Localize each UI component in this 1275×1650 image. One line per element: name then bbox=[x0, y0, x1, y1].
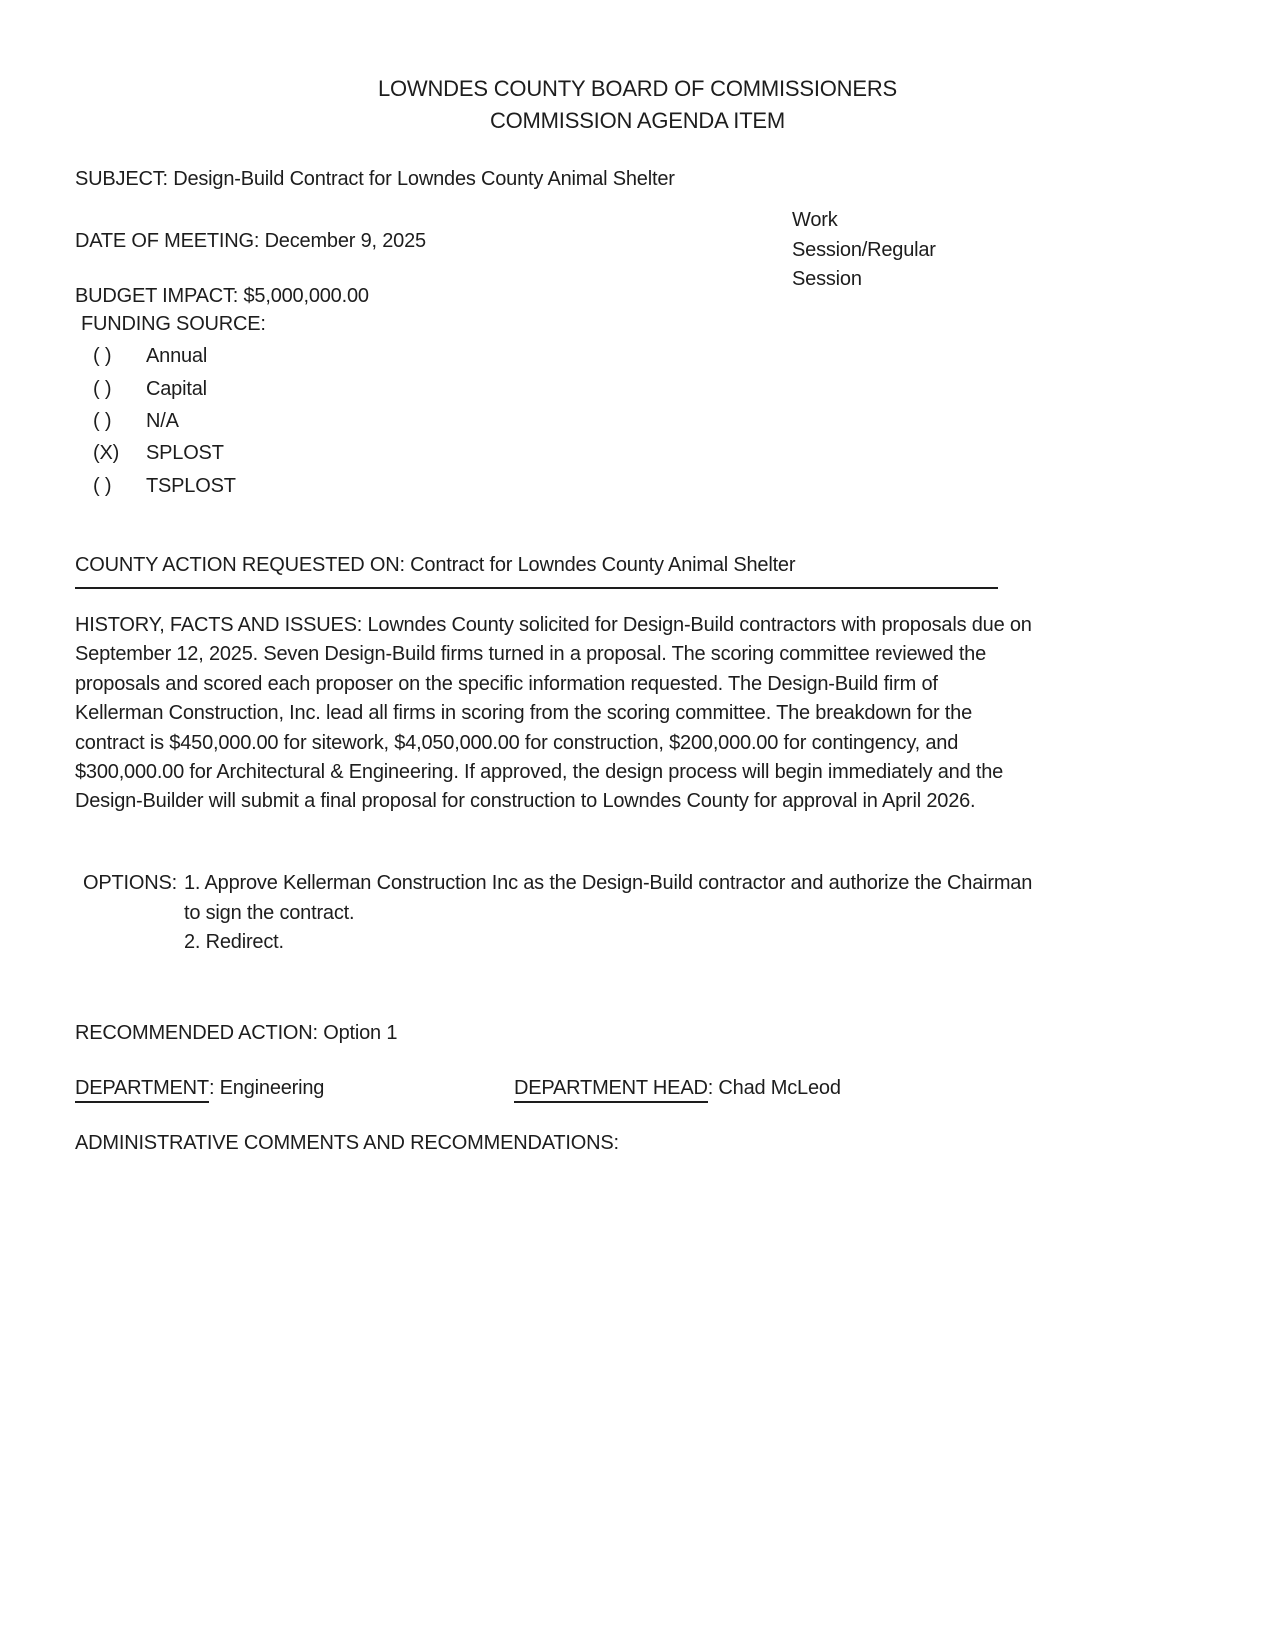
history-line: HISTORY, FACTS AND ISSUES: Lowndes County solicited for Design-Build contractors with proposals due on bbox=[75, 614, 1032, 636]
history-line: proposals and scored each proposer on the specific information requested. The Design-Build firm of bbox=[75, 672, 938, 695]
county-action-underline bbox=[75, 587, 998, 589]
funding-option-label: Capital bbox=[146, 378, 207, 400]
funding-option-splost bbox=[93, 439, 224, 468]
option-1-line2: to sign the contract. bbox=[184, 901, 355, 924]
subject-line: SUBJECT: Design-Build Contract for Lowndes County Animal Shelter bbox=[75, 168, 675, 190]
options-label: OPTIONS: bbox=[83, 872, 177, 894]
document-title-line1: LOWNDES COUNTY BOARD OF COMMISSIONERS bbox=[377, 76, 898, 101]
history-facts-issues-paragraph bbox=[75, 611, 1205, 817]
department-head-label: DEPARTMENT HEAD bbox=[514, 1076, 708, 1103]
funding-option-label: SPLOST bbox=[146, 442, 224, 464]
checkbox-mark-checked: (X) bbox=[93, 442, 120, 464]
funding-option-label: TSPLOST bbox=[146, 475, 236, 497]
budget-impact-line: BUDGET IMPACT: $5,000,000.00 bbox=[75, 285, 369, 307]
checkbox-mark: ( ) bbox=[93, 475, 112, 497]
funding-source-label: FUNDING SOURCE: bbox=[81, 313, 266, 335]
administrative-comments-line: ADMINISTRATIVE COMMENTS AND RECOMMENDATIONS: bbox=[75, 1132, 619, 1154]
document-title-line2: COMMISSION AGENDA ITEM bbox=[489, 108, 786, 133]
history-line: September 12, 2025. Seven Design-Build firms turned in a proposal. The scoring committee reviewed the bbox=[75, 643, 987, 666]
department-label: DEPARTMENT bbox=[75, 1076, 209, 1103]
checkbox-mark: ( ) bbox=[93, 345, 112, 367]
option-1-line1: 1. Approve Kellerman Construction Inc as the Design-Build contractor and authorize the Chairman bbox=[184, 872, 1033, 894]
department-head-value: : Chad McLeod bbox=[707, 1077, 841, 1099]
department-head-line bbox=[514, 1074, 841, 1103]
checkbox-mark: ( ) bbox=[93, 410, 112, 432]
funding-option-na bbox=[93, 407, 179, 436]
history-line: $300,000.00 for Architectural & Engineering. If approved, the design process will begin immediately and the bbox=[75, 761, 1004, 784]
county-action-line: COUNTY ACTION REQUESTED ON: Contract for Lowndes County Animal Shelter bbox=[75, 554, 796, 576]
recommended-action-line: RECOMMENDED ACTION: Option 1 bbox=[75, 1022, 398, 1044]
funding-option-annual bbox=[93, 342, 207, 371]
history-line: Kellerman Construction, Inc. lead all firms in scoring from the scoring committee. The breakdown for the bbox=[75, 702, 973, 725]
funding-option-label: Annual bbox=[146, 345, 208, 367]
funding-option-tsplost bbox=[93, 472, 236, 501]
funding-option-capital bbox=[93, 375, 207, 404]
history-line: contract is $450,000.00 for sitework, $4,050,000.00 for construction, $200,000.00 for contingency, and bbox=[75, 731, 959, 754]
funding-option-label: N/A bbox=[146, 410, 179, 432]
option-2: 2. Redirect. bbox=[184, 931, 284, 953]
history-line: Design-Builder will submit a final proposal for construction to Lowndes County for approval in April 2026. bbox=[75, 790, 976, 813]
session-type-note: Work Session/Regular Session bbox=[792, 209, 936, 290]
options-list bbox=[184, 869, 1032, 958]
date-of-meeting-line: DATE OF MEETING: December 9, 2025 bbox=[75, 230, 426, 252]
checkbox-mark: ( ) bbox=[93, 378, 112, 400]
department-line bbox=[75, 1074, 324, 1103]
department-value: : Engineering bbox=[208, 1077, 325, 1099]
